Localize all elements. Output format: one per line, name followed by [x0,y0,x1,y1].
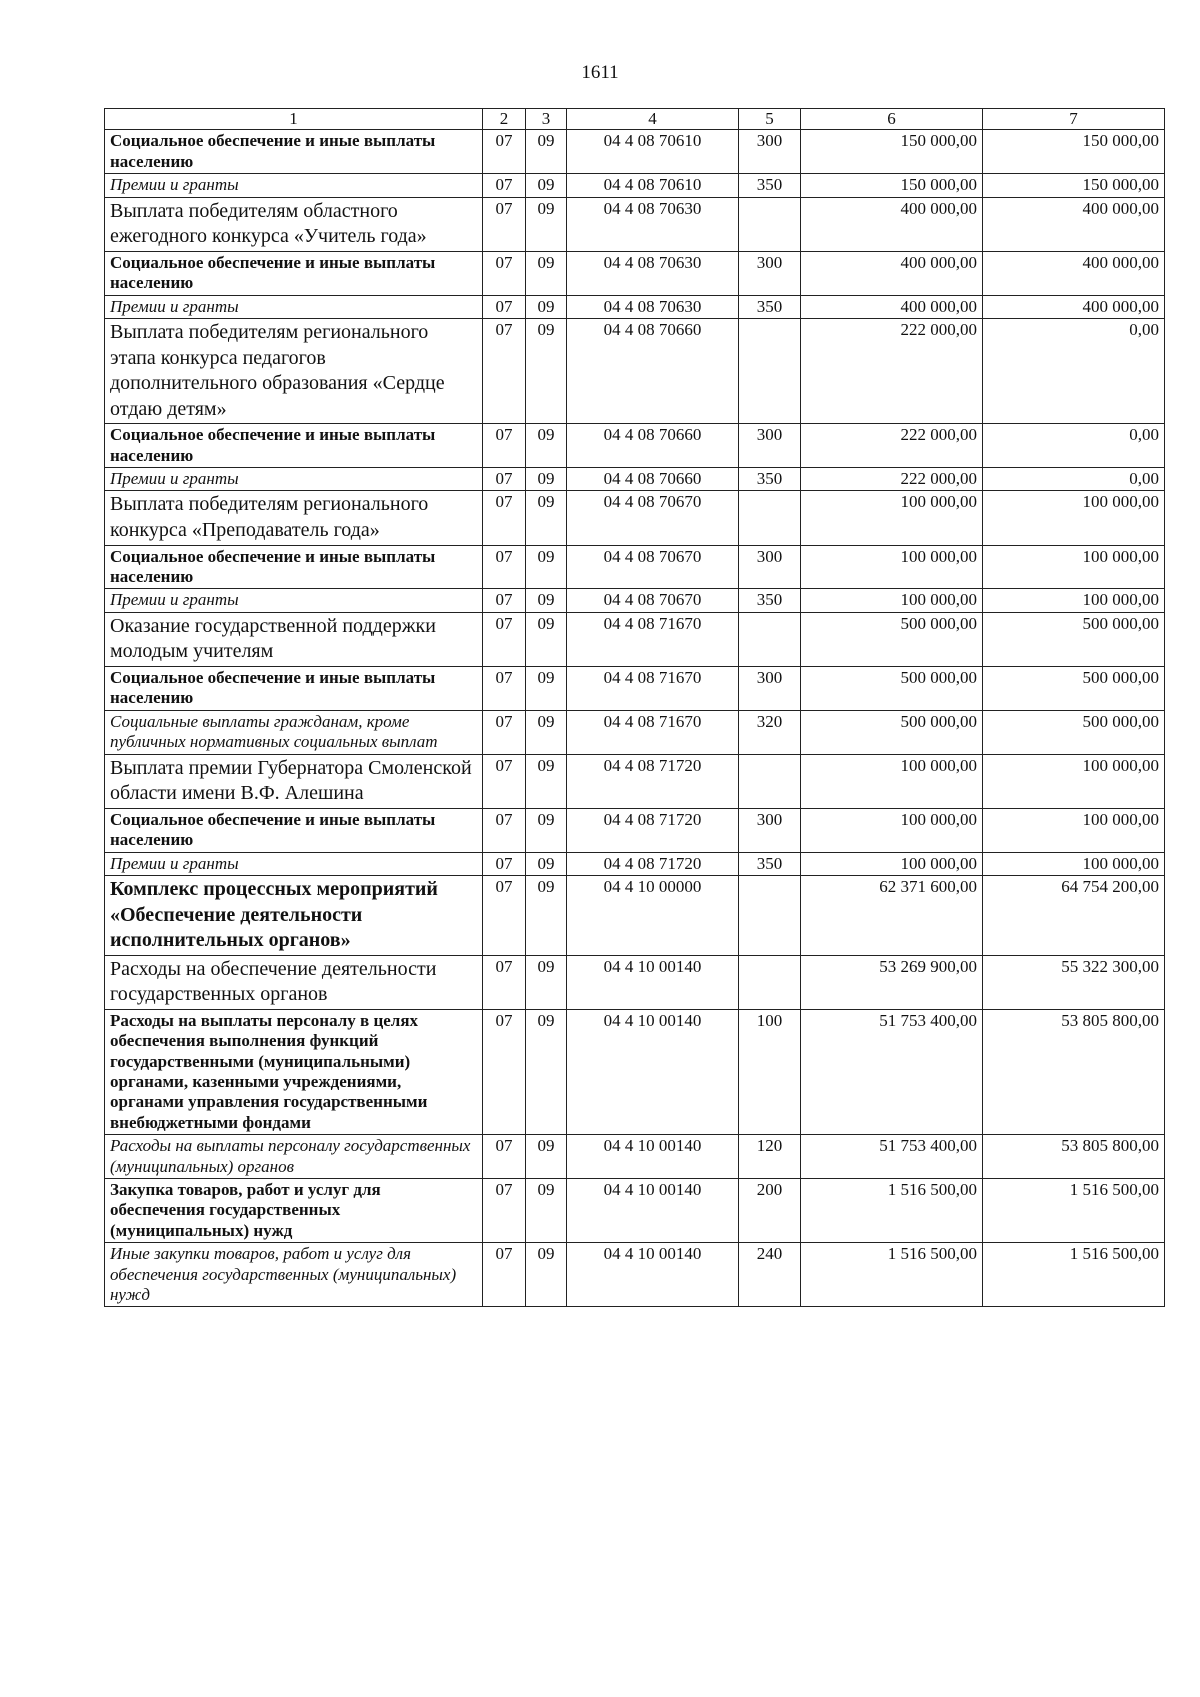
row-c5-cell: 350 [739,589,801,612]
table-row [105,589,1165,612]
row-c3-cell: 09 [526,491,567,545]
row-c5-cell: 350 [739,852,801,875]
row-c5-cell: 100 [739,1009,801,1134]
row-name-cell: Социальное обеспечение и иные выплаты населению [105,130,483,174]
header-cell: 5 [739,109,801,130]
row-c5-cell: 300 [739,251,801,295]
row-c4-cell: 04 4 08 71720 [567,754,739,808]
table-row [105,754,1165,808]
row-c4-cell: 04 4 08 70670 [567,491,739,545]
row-c3-cell: 09 [526,251,567,295]
row-c4-cell: 04 4 10 00000 [567,875,739,955]
row-c6-cell: 62 371 600,00 [801,875,983,955]
row-c4-cell: 04 4 10 00140 [567,1243,739,1307]
row-name-cell: Выплата победителям регионального конкурса «Преподаватель года» [105,491,483,545]
row-c3-cell: 09 [526,808,567,852]
row-name-cell: Премии и гранты [105,468,483,491]
table-row [105,808,1165,852]
row-c7-cell: 500 000,00 [983,667,1165,711]
table-row [105,174,1165,197]
row-c5-cell [739,197,801,251]
row-c6-cell: 51 753 400,00 [801,1009,983,1134]
row-c6-cell: 500 000,00 [801,612,983,666]
row-name-cell: Премии и гранты [105,295,483,318]
row-c2-cell: 07 [483,491,526,545]
row-c2-cell: 07 [483,589,526,612]
row-c4-cell: 04 4 10 00140 [567,1009,739,1134]
row-c2-cell: 07 [483,130,526,174]
row-c2-cell: 07 [483,295,526,318]
row-c7-cell: 100 000,00 [983,754,1165,808]
row-c2-cell: 07 [483,852,526,875]
row-c3-cell: 09 [526,318,567,423]
row-c5-cell: 240 [739,1243,801,1307]
row-c7-cell: 64 754 200,00 [983,875,1165,955]
row-c4-cell: 04 4 08 70660 [567,318,739,423]
row-c2-cell: 07 [483,710,526,754]
table-row [105,875,1165,955]
table-row [105,852,1165,875]
table-row [105,545,1165,589]
row-c4-cell: 04 4 08 70670 [567,589,739,612]
row-c7-cell: 0,00 [983,318,1165,423]
row-c3-cell: 09 [526,589,567,612]
row-c7-cell: 100 000,00 [983,491,1165,545]
row-c4-cell: 04 4 08 71670 [567,710,739,754]
row-c4-cell: 04 4 08 70630 [567,197,739,251]
row-c7-cell: 0,00 [983,468,1165,491]
header-cell: 2 [483,109,526,130]
row-c3-cell: 09 [526,130,567,174]
row-c7-cell: 100 000,00 [983,852,1165,875]
row-c5-cell: 300 [739,667,801,711]
row-c2-cell: 07 [483,1135,526,1179]
row-c2-cell: 07 [483,545,526,589]
row-c7-cell: 150 000,00 [983,130,1165,174]
row-c2-cell: 07 [483,1009,526,1134]
row-name-cell: Социальное обеспечение и иные выплаты населению [105,424,483,468]
row-c4-cell: 04 4 08 71670 [567,612,739,666]
page-number: 1611 [581,62,619,83]
row-c7-cell: 53 805 800,00 [983,1009,1165,1134]
row-c7-cell: 400 000,00 [983,197,1165,251]
row-c2-cell: 07 [483,197,526,251]
row-name-cell: Премии и гранты [105,174,483,197]
row-c6-cell: 222 000,00 [801,468,983,491]
row-name-cell: Социальные выплаты гражданам, кроме публичных нормативных социальных выплат [105,710,483,754]
row-c3-cell: 09 [526,197,567,251]
row-name-cell: Социальное обеспечение и иные выплаты населению [105,545,483,589]
row-c6-cell: 222 000,00 [801,424,983,468]
header-cell: 6 [801,109,983,130]
table-row [105,251,1165,295]
row-c6-cell: 100 000,00 [801,545,983,589]
budget-table [104,108,1165,1307]
row-c4-cell: 04 4 10 00140 [567,955,739,1009]
row-name-cell: Расходы на выплаты персоналу государственных (муниципальных) органов [105,1135,483,1179]
row-c2-cell: 07 [483,808,526,852]
row-c7-cell: 100 000,00 [983,808,1165,852]
row-c3-cell: 09 [526,955,567,1009]
table-row [105,491,1165,545]
row-c2-cell: 07 [483,318,526,423]
row-c6-cell: 100 000,00 [801,589,983,612]
row-c6-cell: 500 000,00 [801,710,983,754]
row-c6-cell: 222 000,00 [801,318,983,423]
row-name-cell: Закупка товаров, работ и услуг для обеспечения государственных (муниципальных) нужд [105,1179,483,1243]
row-c5-cell: 300 [739,545,801,589]
row-c7-cell: 400 000,00 [983,251,1165,295]
row-c6-cell: 400 000,00 [801,197,983,251]
row-c4-cell: 04 4 08 70670 [567,545,739,589]
table-row [105,667,1165,711]
row-c6-cell: 100 000,00 [801,808,983,852]
row-c2-cell: 07 [483,424,526,468]
row-c7-cell: 500 000,00 [983,710,1165,754]
row-c7-cell: 55 322 300,00 [983,955,1165,1009]
row-c2-cell: 07 [483,1179,526,1243]
row-c6-cell: 1 516 500,00 [801,1243,983,1307]
row-c3-cell: 09 [526,174,567,197]
row-c3-cell: 09 [526,852,567,875]
row-c5-cell: 350 [739,174,801,197]
header-cell: 7 [983,109,1165,130]
table-row [105,710,1165,754]
row-c4-cell: 04 4 08 70660 [567,424,739,468]
row-c7-cell: 100 000,00 [983,589,1165,612]
row-c5-cell: 350 [739,468,801,491]
row-c3-cell: 09 [526,1179,567,1243]
row-name-cell: Социальное обеспечение и иные выплаты населению [105,808,483,852]
row-name-cell: Премии и гранты [105,589,483,612]
row-c4-cell: 04 4 08 70630 [567,251,739,295]
row-c2-cell: 07 [483,612,526,666]
table-body [105,130,1165,1307]
row-name-cell: Расходы на обеспечение деятельности государственных органов [105,955,483,1009]
table-row [105,318,1165,423]
row-c3-cell: 09 [526,754,567,808]
row-c4-cell: 04 4 08 70630 [567,295,739,318]
row-c4-cell: 04 4 08 71720 [567,852,739,875]
row-name-cell: Социальное обеспечение и иные выплаты населению [105,251,483,295]
table-row [105,295,1165,318]
row-c3-cell: 09 [526,295,567,318]
row-c3-cell: 09 [526,545,567,589]
row-c5-cell [739,491,801,545]
header-row [105,109,1165,130]
row-c7-cell: 53 805 800,00 [983,1135,1165,1179]
row-c2-cell: 07 [483,251,526,295]
row-c5-cell: 300 [739,808,801,852]
header-cell: 3 [526,109,567,130]
row-c3-cell: 09 [526,468,567,491]
row-c7-cell: 1 516 500,00 [983,1179,1165,1243]
table-row [105,1243,1165,1307]
row-c4-cell: 04 4 08 70660 [567,468,739,491]
row-c4-cell: 04 4 08 70610 [567,130,739,174]
row-name-cell: Иные закупки товаров, работ и услуг для обеспечения государственных (муниципальных) нужд [105,1243,483,1307]
row-c4-cell: 04 4 08 70610 [567,174,739,197]
table-row [105,468,1165,491]
row-name-cell: Комплекс процессных мероприятий «Обеспечение деятельности исполнительных органов» [105,875,483,955]
table-row [105,197,1165,251]
row-name-cell: Оказание государственной поддержки молодым учителям [105,612,483,666]
row-c5-cell: 200 [739,1179,801,1243]
row-c7-cell: 0,00 [983,424,1165,468]
row-c2-cell: 07 [483,468,526,491]
row-c7-cell: 400 000,00 [983,295,1165,318]
table-row [105,612,1165,666]
row-c2-cell: 07 [483,875,526,955]
table-row [105,1135,1165,1179]
row-c6-cell: 150 000,00 [801,130,983,174]
row-name-cell: Выплата премии Губернатора Смоленской области имени В.Ф. Алешина [105,754,483,808]
row-c5-cell [739,955,801,1009]
row-c7-cell: 1 516 500,00 [983,1243,1165,1307]
row-c2-cell: 07 [483,754,526,808]
row-c2-cell: 07 [483,667,526,711]
row-c4-cell: 04 4 08 71670 [567,667,739,711]
row-c7-cell: 150 000,00 [983,174,1165,197]
row-c3-cell: 09 [526,1243,567,1307]
row-name-cell: Премии и гранты [105,852,483,875]
row-c6-cell: 500 000,00 [801,667,983,711]
row-c5-cell: 300 [739,130,801,174]
row-name-cell: Социальное обеспечение и иные выплаты населению [105,667,483,711]
row-c3-cell: 09 [526,612,567,666]
row-c4-cell: 04 4 08 71720 [567,808,739,852]
header-cell: 4 [567,109,739,130]
table-row [105,130,1165,174]
row-c2-cell: 07 [483,1243,526,1307]
table-row [105,424,1165,468]
row-c5-cell [739,318,801,423]
row-c6-cell: 100 000,00 [801,491,983,545]
row-c3-cell: 09 [526,1009,567,1134]
row-c6-cell: 100 000,00 [801,852,983,875]
row-c6-cell: 150 000,00 [801,174,983,197]
row-c5-cell [739,754,801,808]
row-c4-cell: 04 4 10 00140 [567,1135,739,1179]
table-row [105,955,1165,1009]
row-c3-cell: 09 [526,875,567,955]
row-c7-cell: 500 000,00 [983,612,1165,666]
header-cell: 1 [105,109,483,130]
table-row [105,1179,1165,1243]
row-c6-cell: 100 000,00 [801,754,983,808]
row-c6-cell: 51 753 400,00 [801,1135,983,1179]
row-c6-cell: 400 000,00 [801,295,983,318]
row-c5-cell: 300 [739,424,801,468]
row-name-cell: Расходы на выплаты персоналу в целях обеспечения выполнения функций государственными (муниципальными) органами, казенными учреждениями, органами управления государственными внебюджетными фондами [105,1009,483,1134]
table-row [105,1009,1165,1134]
row-c2-cell: 07 [483,955,526,1009]
row-c5-cell [739,875,801,955]
row-c6-cell: 400 000,00 [801,251,983,295]
row-c3-cell: 09 [526,667,567,711]
row-c5-cell: 120 [739,1135,801,1179]
row-c3-cell: 09 [526,710,567,754]
row-name-cell: Выплата победителям областного ежегодного конкурса «Учитель года» [105,197,483,251]
row-c2-cell: 07 [483,174,526,197]
row-c5-cell [739,612,801,666]
row-c5-cell: 350 [739,295,801,318]
row-c6-cell: 53 269 900,00 [801,955,983,1009]
row-c4-cell: 04 4 10 00140 [567,1179,739,1243]
row-c6-cell: 1 516 500,00 [801,1179,983,1243]
row-c3-cell: 09 [526,424,567,468]
row-name-cell: Выплата победителям регионального этапа конкурса педагогов дополнительного образования «Сердце отдаю детям» [105,318,483,423]
row-c7-cell: 100 000,00 [983,545,1165,589]
row-c3-cell: 09 [526,1135,567,1179]
row-c5-cell: 320 [739,710,801,754]
